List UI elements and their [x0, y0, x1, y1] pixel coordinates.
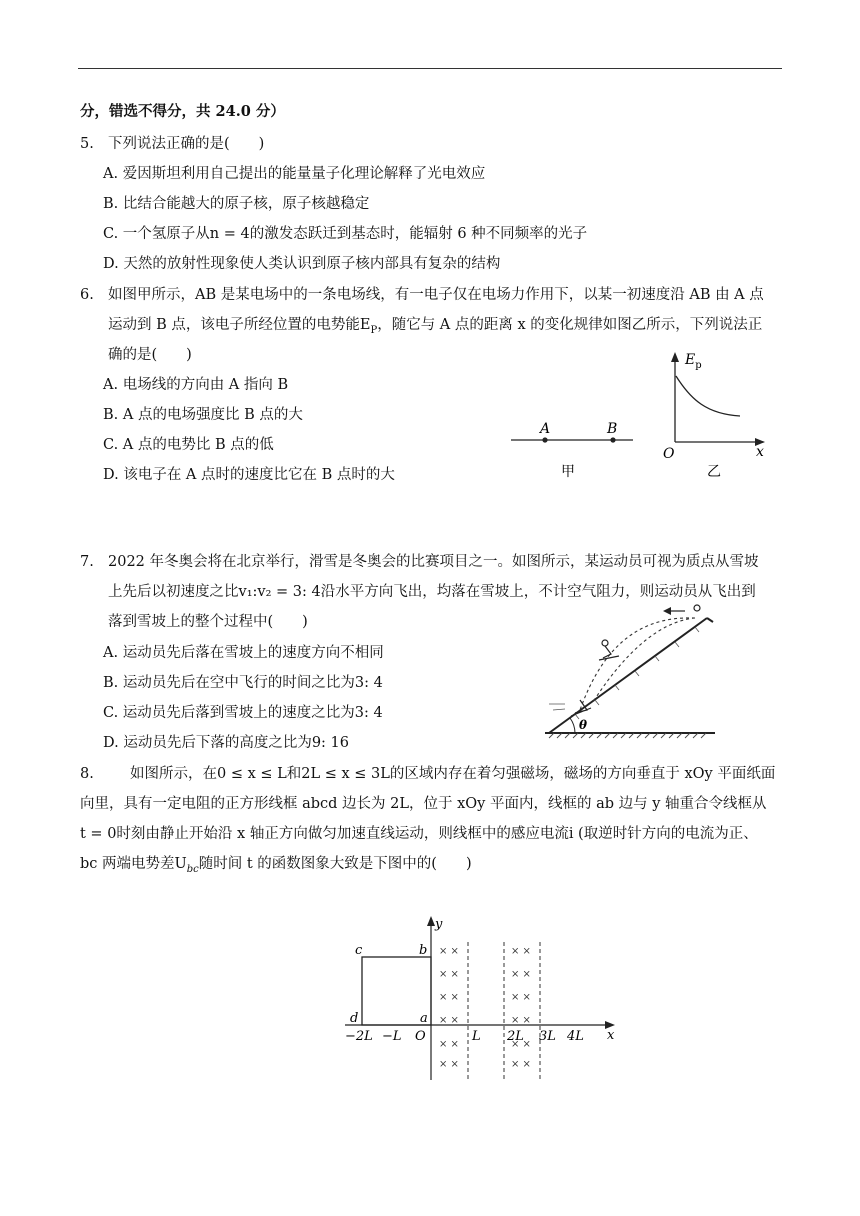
- q5-option-b[interactable]: B. 比结合能越大的原子核，原子核越稳定: [103, 196, 370, 212]
- q8-stem-line-2: 向里，具有一定电阻的正方形线框 abcd 边长为 2L，位于 xOy 平面内，线框的 ab 边与 y 轴重合令线框从: [80, 796, 767, 812]
- q6-stem-line-1: 如图甲所示，AB 是某电场中的一条电场线，有一电子仅在电场力作用下，以某一初速度沿 AB 由 A 点: [108, 287, 764, 303]
- q6-option-b[interactable]: B. A 点的电场强度比 B 点的大: [103, 407, 303, 423]
- point-b-dot: [610, 437, 615, 442]
- slope-hatching: [575, 627, 699, 719]
- snow-spray: [549, 704, 565, 710]
- ep-axis-arrow-icon: [671, 352, 679, 362]
- origin-label: O: [663, 446, 675, 462]
- q5-option-a[interactable]: A. 爱因斯坦利用自己提出的能量量子化理论解释了光电效应: [103, 166, 486, 182]
- ep-label: $E_p$: [685, 352, 702, 371]
- ep-curve: [676, 376, 740, 416]
- tick-minus-L: −L: [382, 1029, 402, 1044]
- q6-number: 6.: [80, 287, 94, 303]
- tick-2L: 2L: [507, 1029, 524, 1044]
- x-tick-labels: [345, 1029, 584, 1044]
- q7-option-d[interactable]: D. 运动员先后下落的高度之比为9: 16: [103, 735, 349, 751]
- svg-text:× ×: × ×: [439, 1015, 459, 1026]
- point-b-label: B: [607, 421, 618, 437]
- corner-b-label: b: [419, 943, 428, 958]
- skier-air-icon: [602, 640, 608, 646]
- figure-yi-caption: 乙: [707, 464, 721, 480]
- skier-air-body: [599, 646, 619, 660]
- skier-top-icon: [694, 605, 700, 611]
- q7-stem-line-3: 落到雪坡上的整个过程中( ): [108, 614, 308, 630]
- tick-3L: 3L: [539, 1029, 556, 1044]
- corner-d-label: d: [350, 1011, 359, 1026]
- point-a-dot: [542, 437, 547, 442]
- svg-text:× ×: × ×: [511, 946, 531, 957]
- y-axis-arrow-icon: [427, 916, 435, 926]
- launch-arrow-head-icon: [663, 607, 671, 615]
- q6-option-a[interactable]: A. 电场线的方向由 A 指向 B: [103, 377, 289, 393]
- field-crosses-region-2: [511, 946, 531, 1070]
- q7-stem-line-1: 2022 年冬奥会将在北京举行，滑雪是冬奥会的比赛项目之一。如图所示，某运动员可视为质点从雪坡: [108, 554, 759, 570]
- tick-4L: 4L: [567, 1029, 584, 1044]
- q6-option-c[interactable]: C. A 点的电势比 B 点的低: [103, 437, 274, 453]
- point-a-label: A: [540, 421, 551, 437]
- x-axis-label: x: [607, 1028, 615, 1043]
- svg-text:× ×: × ×: [511, 1015, 531, 1026]
- svg-text:× ×: × ×: [511, 969, 531, 980]
- q7-option-a[interactable]: A. 运动员先后落在雪坡上的速度方向不相同: [103, 645, 384, 661]
- y-axis-label: y: [435, 917, 443, 932]
- q5-number: 5.: [80, 136, 94, 152]
- q6-option-d[interactable]: D. 该电子在 A 点时的速度比它在 B 点时的大: [103, 467, 395, 483]
- q7-option-c[interactable]: C. 运动员先后落到雪坡上的速度之比为3: 4: [103, 705, 383, 721]
- corner-c-label: c: [355, 943, 363, 958]
- q7-ski-slope-figure: [535, 600, 725, 745]
- q6-figure-yi: [655, 350, 775, 485]
- field-crosses-region-1: [439, 946, 459, 1070]
- svg-text:× ×: × ×: [439, 946, 459, 957]
- q8-number: 8.: [80, 766, 94, 782]
- q6-figure-jia: [505, 415, 640, 485]
- trajectory-2: [580, 618, 695, 710]
- q7-stem-line-2: 上先后以初速度之比v₁:v₂ = 3: 4沿水平方向飞出，均落在雪坡上，不计空气阻力，则运动员从飞出到: [108, 584, 756, 600]
- corner-a-label: a: [420, 1011, 428, 1026]
- svg-text:× ×: × ×: [439, 1039, 459, 1050]
- slope-top-edge: [707, 618, 713, 622]
- figure-jia-caption: 甲: [561, 464, 575, 480]
- section-header-continued: 分，错选不得分，共 24.0 分）: [80, 103, 285, 120]
- tick-minus-2L: −2L: [345, 1029, 373, 1044]
- q8-stem-line-1: 如图所示，在0 ≤ x ≤ L和2L ≤ x ≤ 3L的区域内存在着匀强磁场，磁场的方向垂直于 xOy 平面纸面: [130, 766, 776, 782]
- header-rule: [78, 68, 782, 69]
- q8-stem-line-4: bc 两端电势差$U_{bc}$随时间 t 的函数图象大致是下图中的( ): [80, 856, 472, 875]
- q5-stem: 下列说法正确的是( ): [108, 136, 265, 152]
- q5-option-d[interactable]: D. 天然的放射性现象使人类认识到原子核内部具有复杂的结构: [103, 256, 501, 272]
- tick-L: L: [472, 1029, 481, 1044]
- angle-arc: [570, 718, 575, 733]
- q8-field-figure: [335, 912, 625, 1084]
- svg-text:× ×: × ×: [439, 992, 459, 1003]
- tick-O: O: [415, 1029, 426, 1044]
- q7-number: 7.: [80, 554, 94, 570]
- q6-stem-line-3: 确的是( ): [108, 347, 192, 363]
- svg-text:× ×: × ×: [511, 1039, 531, 1050]
- svg-text:× ×: × ×: [439, 1059, 459, 1070]
- q5-option-c[interactable]: C. 一个氢原子从n = 4的激发态跃迁到基态时，能辐射 6 种不同频率的光子: [103, 226, 588, 242]
- svg-text:× ×: × ×: [439, 969, 459, 980]
- q6-stem-line-2: 运动到 B 点，该电子所经位置的电势能$E_P$，随它与 A 点的距离 x 的变化规律如图乙所示，下列说法正: [108, 317, 763, 336]
- angle-label: θ: [579, 718, 588, 732]
- svg-text:× ×: × ×: [511, 992, 531, 1003]
- svg-text:× ×: × ×: [511, 1059, 531, 1070]
- x-label: x: [756, 444, 764, 460]
- q8-stem-line-3: t = 0时刻由静止开始沿 x 轴正方向做匀加速直线运动，则线框中的感应电流i (取逆时针方向的电流为正、: [80, 826, 758, 842]
- q7-option-b[interactable]: B. 运动员先后在空中飞行的时间之比为3: 4: [103, 675, 383, 691]
